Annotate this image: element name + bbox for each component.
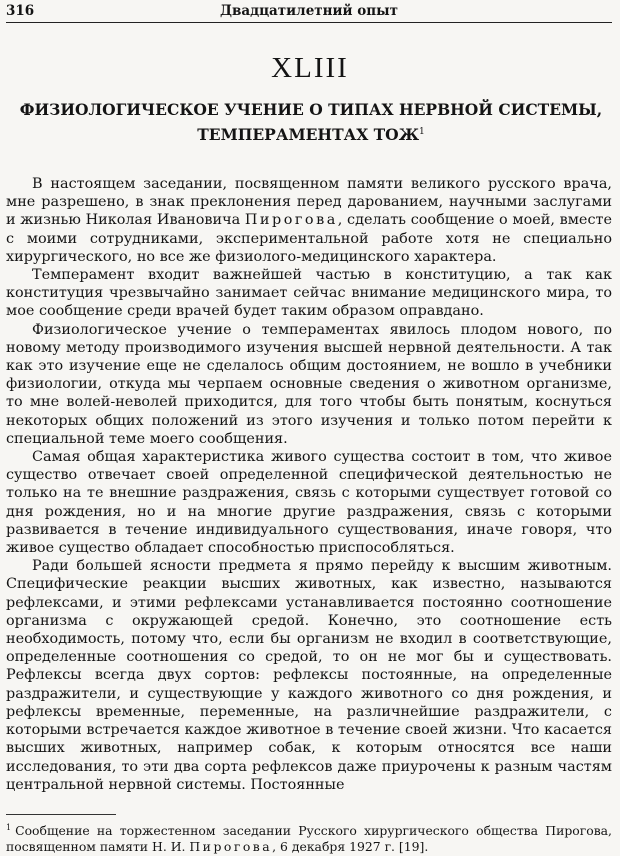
- footnote-mark: 1: [6, 823, 12, 832]
- paragraph-4: Самая общая характеристика живого существа состоит в том, что живое существо отвечает своей определенной специфической деятельностью не только на те внешние раздражения, связь с которыми существует готовой со дня рождения, но и на многие другие раздражения, связь с которыми развивается в течение индивидуального существования, иначе говоря, что живое существо обладает способностью приспособляться.: [6, 449, 612, 557]
- title-line-1: ФИЗИОЛОГИЧЕСКОЕ УЧЕНИЕ О ТИПАХ НЕРВНОЙ СИСТЕМЫ,: [19, 100, 603, 119]
- paragraph-3: Физиологическое учение о темпераментах явилось плодом нового, по новому методу производимого изучения высшей нервной деятельности. А так как это изучение еще не сделалось общим достоянием, не вошло в учебники физиологии, откуда мы черпаем основные сведения о животном организме, то мне волей-неволей приходится, для того чтобы быть понятым, коснуться некоторых общих положений из этого изучения и только потом перейти к специальной теме моего сообщения.: [6, 321, 612, 447]
- chapter-title: [10, 98, 612, 146]
- chapter-number: XLIII: [271, 52, 349, 84]
- footnote: [6, 820, 612, 855]
- page-number: 316: [6, 3, 35, 19]
- paragraph-5: Ради большей ясности предмета я прямо перейду к высшим животным. Специфические реакции высших животных, как известно, называются рефлексами, и этими рефлексами устанавливается постоянно соотношение организма с окружающей средой. Конечно, это соотношение есть необходимость, потому что, если бы организм не входил в соответствующие, определенные соотношения со средой, то он не мог бы и существовать. Рефлексы всегда двух сортов: рефлексы постоянные, на определенные раздражители, и существующие у каждого животного со дня рождения, и рефлексы временные, переменные, на различнейшие раздражители, с которыми встречается каждое животное в течение своей жизни. Что касается высших животных, например собак, к которым относятся все наши исследования, то эти два сорта рефлексов даже приурочены к разным частям центральной нервной системы. Постоянные: [6, 558, 612, 793]
- pirogov-name: Пирогова: [244, 212, 338, 229]
- footnote-name: Пирогова: [189, 839, 273, 854]
- title-line-2-text: ТЕМПЕРАМЕНТАХ ТОЖ: [197, 125, 420, 144]
- title-footnote-mark: 1: [419, 127, 425, 137]
- paragraph-2: Темперамент входит важнейшей частью в конституцию, а так как конституция чрезвычайно занимает сейчас внимание медицинского мира, то мое сообщение среди врачей будет таким образом оправдано.: [6, 267, 612, 320]
- running-header: [6, 0, 612, 23]
- footnote-text-b: , 6 декабря 1927 г. [19].: [272, 839, 429, 854]
- running-title: Двадцатилетний опыт: [219, 3, 399, 19]
- paragraph-1-part-a: В настоящем заседании, посвященном памяти великого русского врача, мне разрешено, в знак преклонения перед дарованием, научными заслугами и жизнью Николая Ивановича: [6, 176, 612, 229]
- paragraph-1: [6, 175, 612, 266]
- footnote-divider: [6, 814, 116, 815]
- title-line-2: [10, 121, 612, 146]
- body-text: [6, 175, 612, 794]
- footnote-text-a: Сообщение на торжестенном заседании Русского хирургического общества Пирогова, посвященном памяти Н. И.: [6, 823, 612, 854]
- paragraph-1-part-b: , сделать сообщение о моей, вместе с моими сотрудниками, экспериментальной работе хотя не специально хирургического, но все же физиолого-медицинского характера.: [6, 212, 612, 265]
